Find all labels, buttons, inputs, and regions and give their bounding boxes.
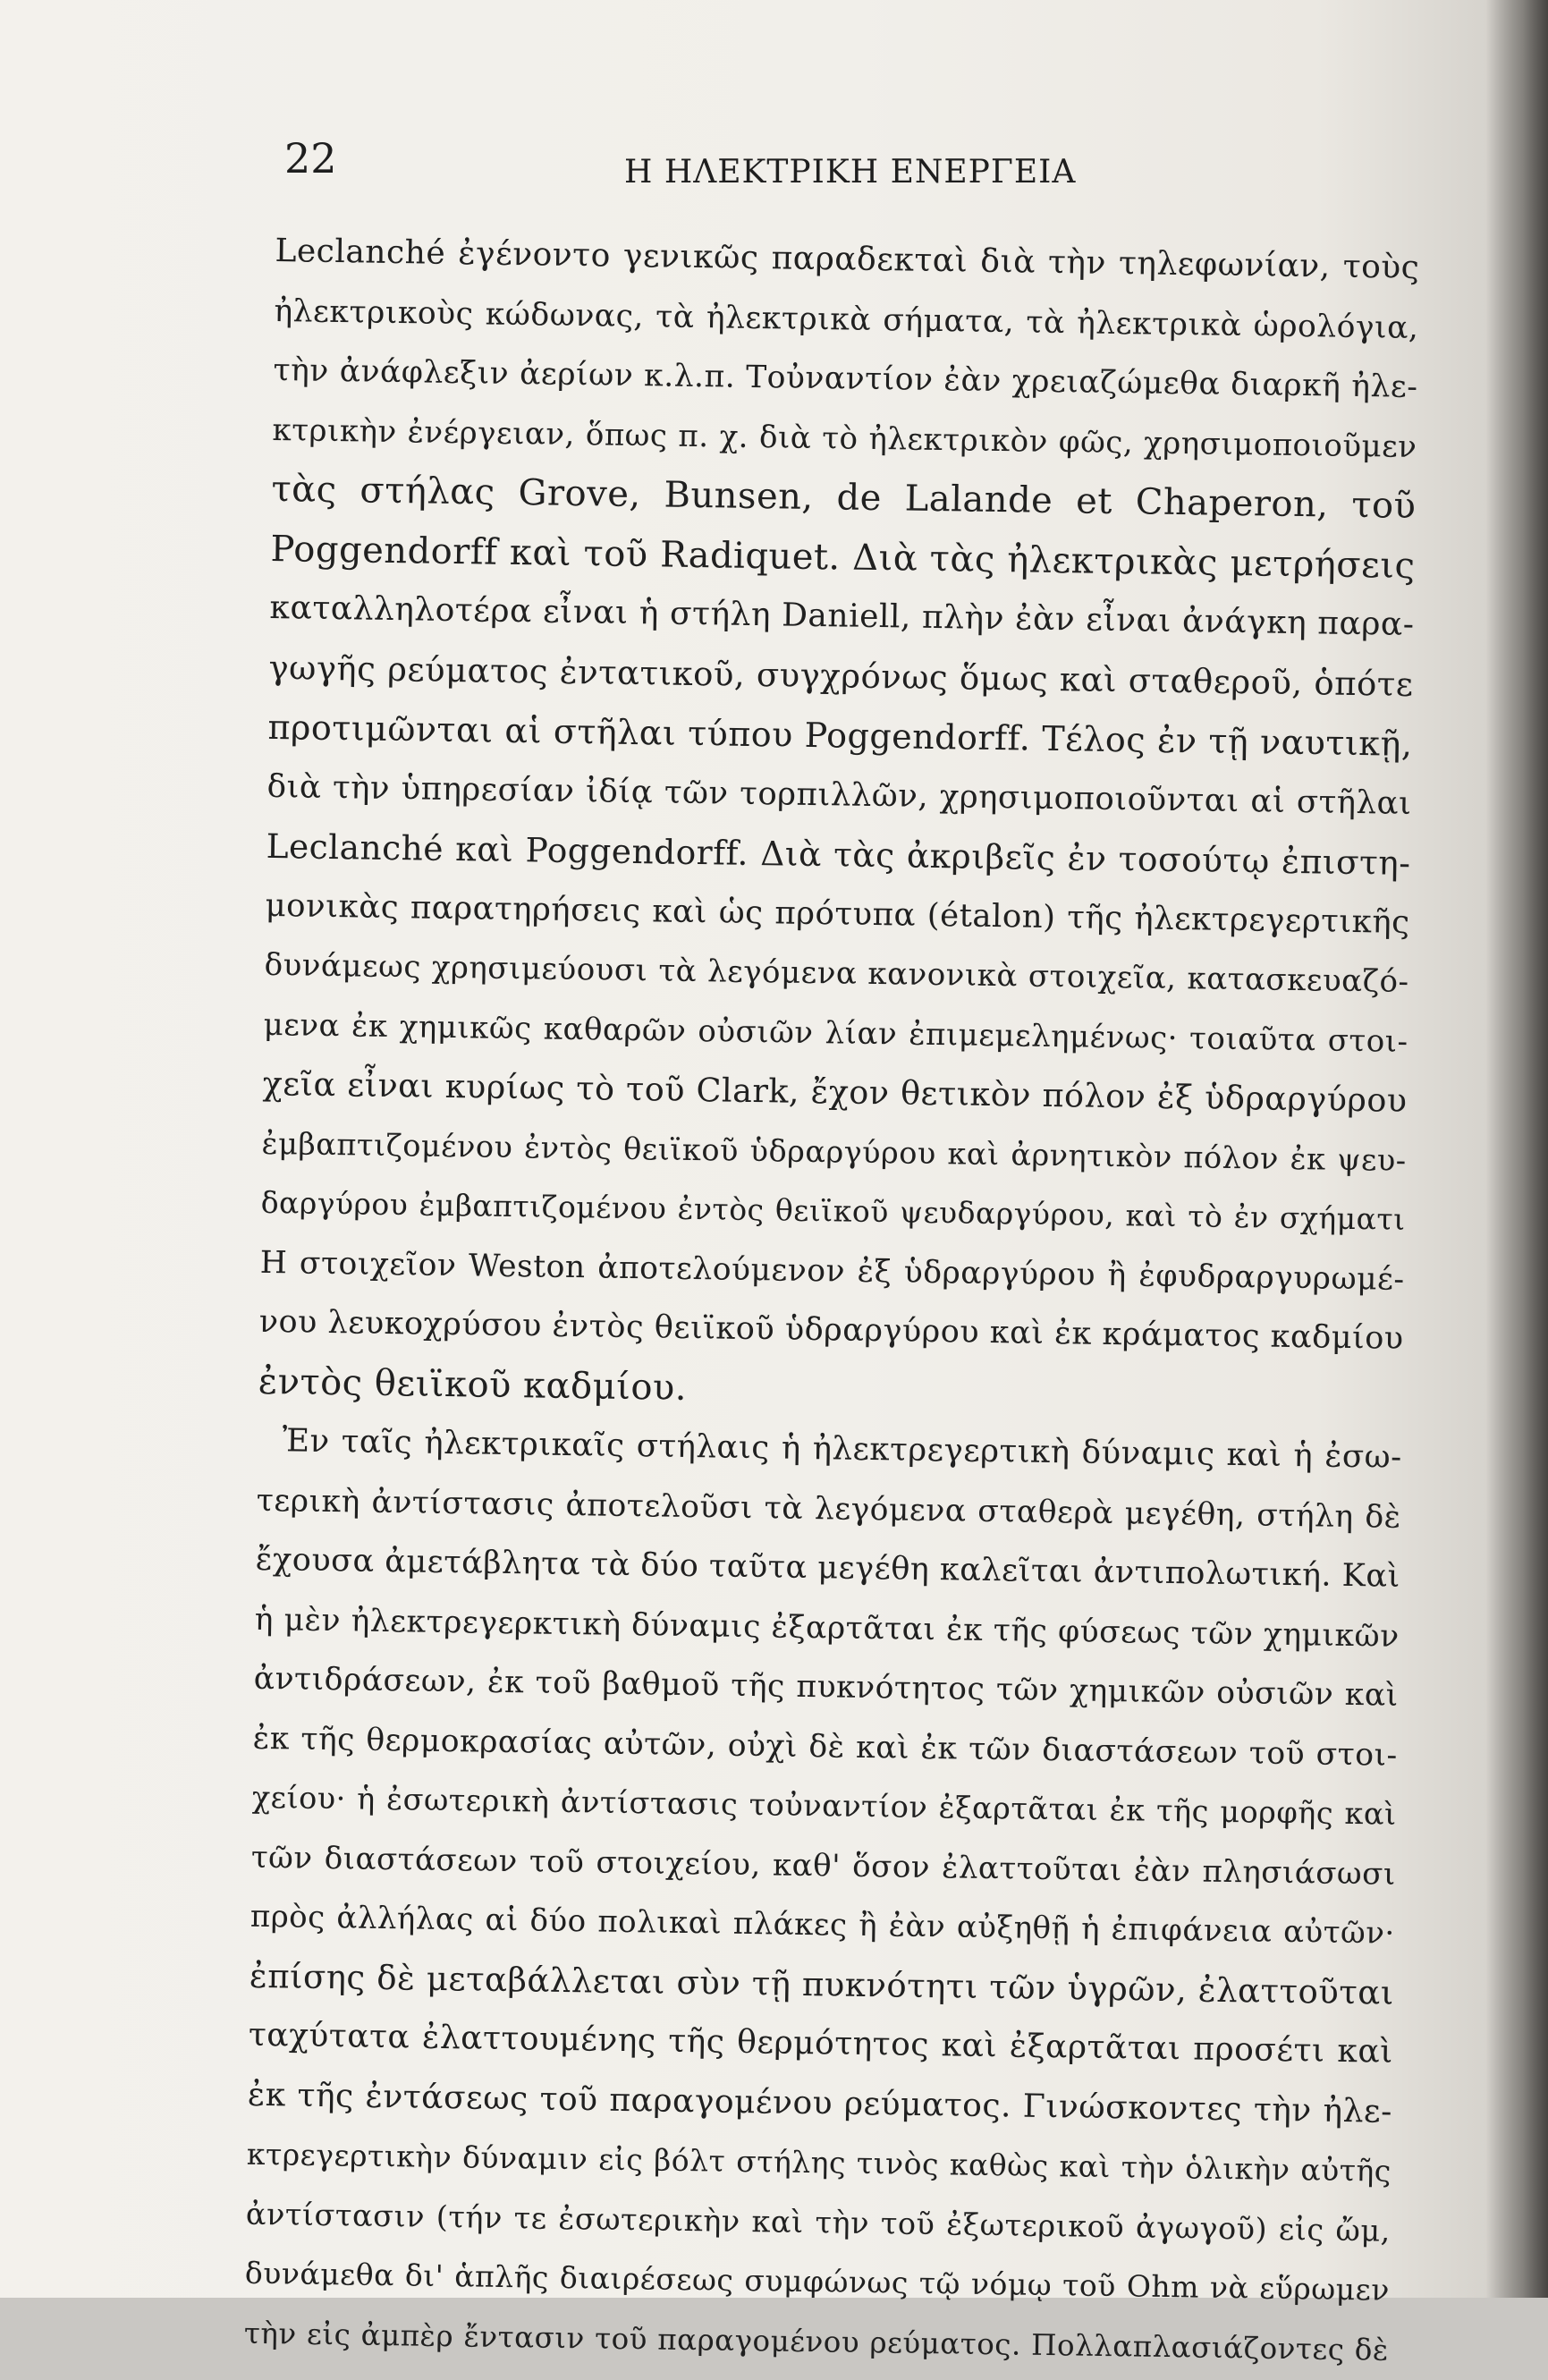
text-line: ἀντίστασιν (τήν τε ἐσωτερικὴν καὶ τὴν τοῦ ἐξωτερικοῦ ἀγωγοῦ) εἰς ὤμ, (245, 2196, 1392, 2249)
text-line: δαργύρου ἐμβαπτιζομένου ἐντὸς θειϊκοῦ ψευδαργύρου, καὶ τὸ ἐν σχήματι (260, 1184, 1406, 1237)
text-line: ἠλεκτρικοὺς κώδωνας, τὰ ἠλεκτρικὰ σήματα, τὰ ἠλεκτρικὰ ὡρολόγια, (274, 292, 1419, 346)
text-line: πρὸς ἀλλήλας αἱ δύο πολικαὶ πλάκες ἢ ἐὰν αὐξηθῇ ἡ ἐπιφάνεια αὐτῶν· (250, 1898, 1396, 1952)
text-line: τὴν ἀνάφλεξιν ἀερίων κ.λ.π. Τοὐναντίον ἐὰν χρειαζώμεθα διαρκῆ ἠλε- (273, 351, 1418, 405)
text-line: προτιμῶνται αἱ στῆλαι τύπου Poggendorff. Τέλος ἐν τῇ ναυτικῇ, (267, 707, 1413, 764)
text-line: ἐκ τῆς ἐντάσεως τοῦ παραγομένου ρεύματος. Γινώσκοντες τὴν ἠλε- (247, 2076, 1393, 2130)
text-line: τὴν εἰς ἀμπὲρ ἔντασιν τοῦ παραγομένου ρεύματος. Πολλαπλασιάζοντες δὲ (243, 2316, 1390, 2367)
text-line: ἐπίσης δὲ μεταβάλλεται σὺν τῇ πυκνότητι τῶν ὑγρῶν, ἐλαττοῦται (249, 1956, 1395, 2012)
text-line: ἔχουσα ἀμετάβλητα τὰ δύο ταῦτα μεγέθη καλεῖται ἀντιπολωτική. Καὶ (255, 1541, 1401, 1595)
text-line: τὰς στήλας Grove, Bunsen, de Lalande et Chaperon, τοῦ (271, 468, 1417, 527)
text-line: κτρικὴν ἐνέργειαν, ὅπως π. χ. διὰ τὸ ἠλεκτρικὸν φῶς, χρησιμοποιοῦμεν (272, 411, 1417, 465)
running-head: Η ΗΛΕΚΤΡΙΚΗ ΕΝΕΡΓΕΙΑ (624, 154, 1077, 191)
text-line: δυνάμεως χρησιμεύουσι τὰ λεγόμενα κανονικὰ στοιχεῖα, κατασκευαζό- (264, 946, 1409, 1000)
text-line: ἐκ τῆς θερμοκρασίας αὐτῶν, οὐχὶ δὲ καὶ ἐκ τῶν διαστάσεων τοῦ στοι- (252, 1720, 1399, 1774)
text-line: χείου· ἡ ἐσωτερικὴ ἀντίστασις τοὐναντίον ἐξαρτᾶται ἐκ τῆς μορφῆς καὶ (251, 1779, 1398, 1832)
text-line: χεῖα εἶναι κυρίως τὸ τοῦ Clark, ἔχον θετικὸν πόλον ἐξ ὑδραργύρου (262, 1063, 1408, 1120)
text-line: γωγῆς ρεύματος ἐντατικοῦ, συγχρόνως ὅμως καὶ σταθεροῦ, ὁπότε (268, 648, 1414, 704)
text-line: καταλληλοτέρα εἶναι ἡ στήλη Daniell, πλὴν ἐὰν εἶναι ἀνάγκη παρα- (269, 589, 1415, 643)
text-line: μονικὰς παρατηρήσεις καὶ ὡς πρότυπα (étalon) τῆς ἠλεκτρεγερτικῆς (265, 886, 1410, 941)
text-line: ταχύτατα ἐλαττουμένης τῆς θερμότητος καὶ ἐξαρτᾶται προσέτι καὶ (248, 2016, 1394, 2071)
text-line: Leclanché καὶ Poggendorff. Διὰ τὰς ἀκριβεῖς ἐν τοσούτῳ ἐπιστη- (266, 826, 1411, 883)
text-line: Ἐν ταῖς ἠλεκτρικαῖς στήλαις ἡ ἠλεκτρεγερτικὴ δύναμις καὶ ἡ ἐσω- (282, 1422, 1402, 1476)
text-line: Poggendorff καὶ τοῦ Radiquet. Διὰ τὰς ἠλεκτρικὰς μετρήσεις (270, 528, 1416, 587)
text-line: νου λευκοχρύσου ἐντὸς θειϊκοῦ ὑδραργύρου καὶ ἐκ κράματος καδμίου (258, 1303, 1404, 1357)
text-line: διὰ τὴν ὑπηρεσίαν ἰδίᾳ τῶν τορπιλλῶν, χρησιμοποιοῦνται αἱ στῆλαι (266, 767, 1412, 822)
text-line: κτρεγερτικὴν δύναμιν εἰς βόλτ στήλης τινὸς καθὼς καὶ τὴν ὁλικὴν αὐτῆς (246, 2136, 1392, 2189)
text-line: τερικὴ ἀντίστασις ἀποτελοῦσι τὰ λεγόμενα σταθερὰ μεγέθη, στήλη δὲ (256, 1482, 1401, 1536)
text-line: ἀντιδράσεων, ἐκ τοῦ βαθμοῦ τῆς πυκνότητος τῶν χημικῶν οὐσιῶν καὶ (253, 1660, 1399, 1714)
text-line: Leclanché ἐγένοντο γενικῶς παραδεκταὶ διὰ τὴν τηλεφωνίαν, τοὺς (275, 232, 1420, 286)
text-line: μενα ἐκ χημικῶς καθαρῶν οὐσιῶν λίαν ἐπιμεμελημένως· τοιαῦτα στοι- (263, 1006, 1408, 1060)
text-line: δυνάμεθα δι' ἁπλῆς διαιρέσεως συμφώνως τῷ νόμῳ τοῦ Ohm νὰ εὕρωμεν (244, 2255, 1391, 2308)
text-line: ἡ μὲν ἠλεκτρεγερκτικὴ δύναμις ἐξαρτᾶται ἐκ τῆς φύσεως τῶν χημικῶν (254, 1601, 1400, 1655)
body-text (243, 222, 1419, 2380)
text-line: τῶν διαστάσεων τοῦ στοιχείου, καθ' ὅσον ἐλαττοῦται ἐὰν πλησιάσωσι (250, 1839, 1397, 1893)
text-line: ἐμβαπτιζομένου ἐντὸς θειϊκοῦ ὑδραργύρου καὶ ἀρνητικὸν πόλον ἐκ ψευ- (261, 1125, 1407, 1178)
page-number: 22 (284, 134, 337, 182)
text-line: Η στοιχεῖον Weston ἀποτελούμενον ἐξ ὑδραργύρου ἢ ἐφυδραργυρωμέ- (259, 1244, 1405, 1298)
binding-shadow (1485, 0, 1548, 2298)
text-line: ἐντὸς θειϊκοῦ καδμίου. (258, 1360, 688, 1409)
